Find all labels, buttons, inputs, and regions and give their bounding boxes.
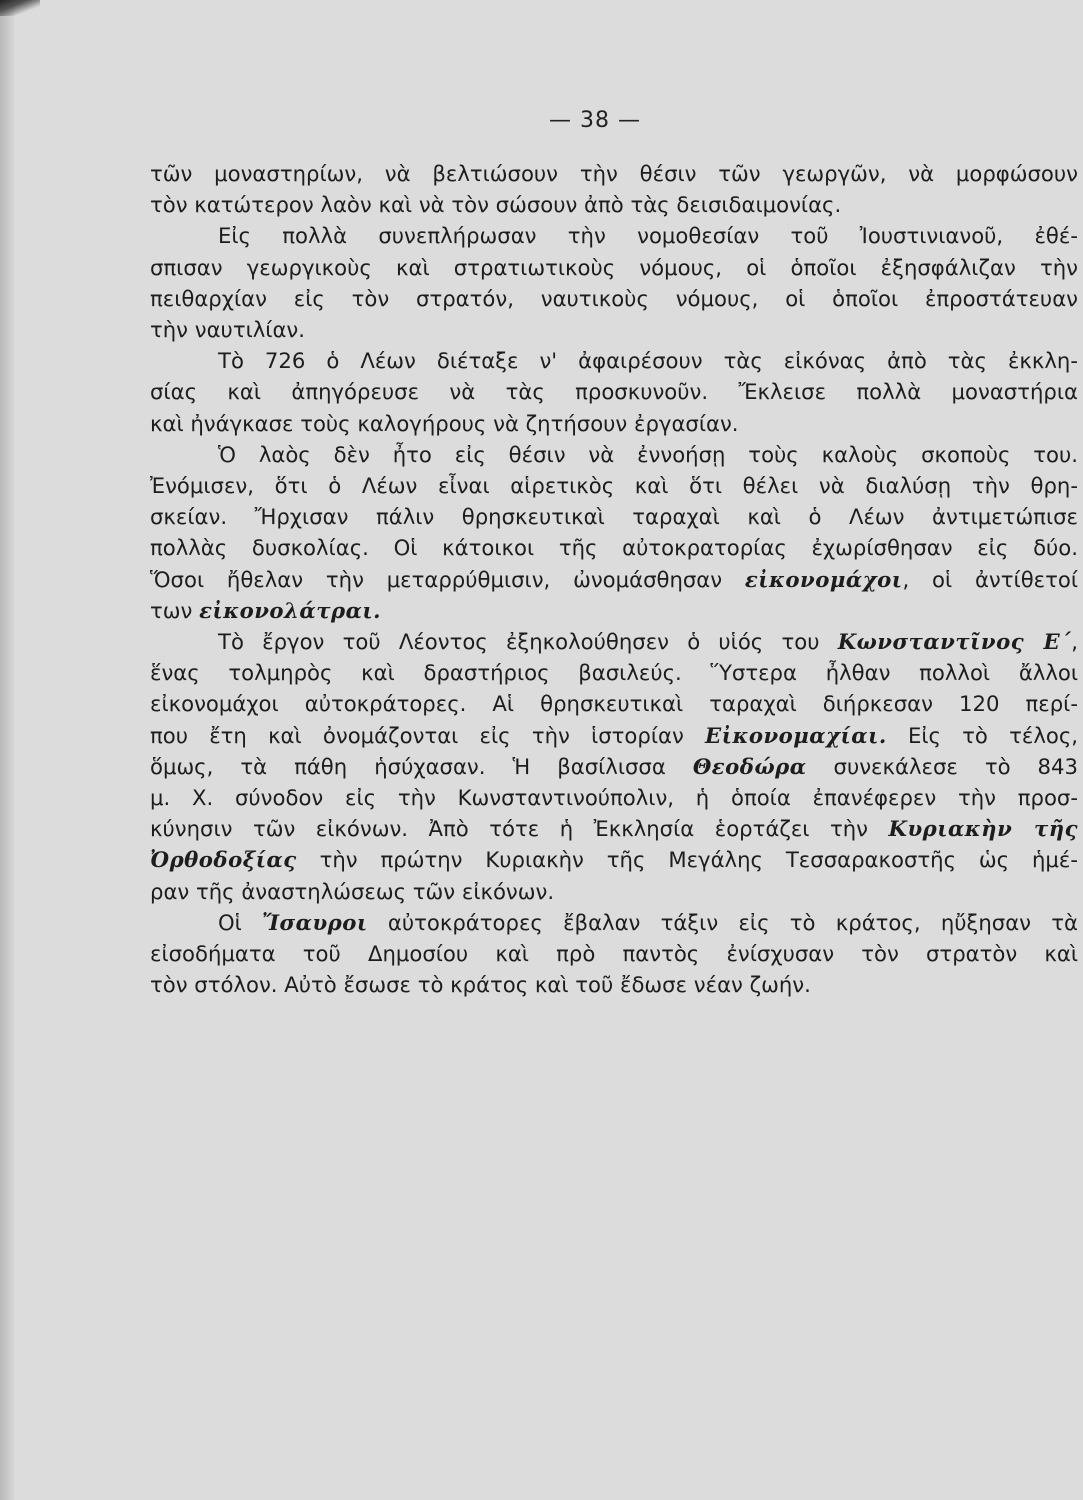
term-konstantinos: Κωνσταντῖνος Ε΄ bbox=[837, 629, 1072, 655]
text-line: μ. Χ. σύνοδον εἰς τὴν Κωνσταντινούπολιν, ἡ ὁποία ἐπανέφερεν τὴν προσ- bbox=[150, 785, 1078, 811]
text-line: σίας καὶ ἀπηγόρευσε νὰ τὰς προσκυνοῦν. Ἔκλεισε πολλὰ μοναστήρια bbox=[150, 379, 1078, 405]
text-line: σκείαν. Ἤρχισαν πάλιν θρησκευτικαὶ ταραχαὶ καὶ ὁ Λέων ἀντιμετώπισε bbox=[150, 504, 1078, 530]
page-edge-shadow bbox=[0, 0, 14, 1500]
text-line: τῶν μοναστηρίων, νὰ βελτιώσουν τὴν θέσιν τῶν γεωργῶν, νὰ μορφώσουν bbox=[150, 161, 1078, 186]
term-eikonomachoi: εἰκονομάχοι bbox=[744, 566, 903, 592]
term-kyriake: Κυριακὴν τῆς bbox=[888, 816, 1078, 842]
text-line: Ἐνόμισεν, ὅτι ὁ Λέων εἶναι αἱρετικὸς καὶ ὅτι θέλει νὰ διαλύσῃ τὴν θρη- bbox=[150, 473, 1078, 499]
text-run: Ὅσοι ἤθελαν τὴν μεταρρύθμισιν, ὠνομάσθησαν bbox=[150, 566, 745, 592]
text-line bbox=[150, 595, 1078, 626]
text-run: των bbox=[150, 597, 200, 623]
text-line: σπισαν γεωργικοὺς καὶ στρατιωτικοὺς νόμους, οἱ ὁποῖοι ἐξησφάλιζαν τὴν bbox=[150, 254, 1078, 280]
text-line bbox=[150, 720, 1078, 751]
term-theodora: Θεοδώρα bbox=[692, 753, 807, 779]
text-run: ὅμως, τὰ πάθη ἡσύχασαν. Ἡ βασίλισσα bbox=[150, 753, 693, 779]
page-number: — 38 — bbox=[549, 108, 641, 133]
text-line bbox=[150, 907, 1078, 938]
text-line: Τὸ 726 ὁ Λέων διέταξε ν' ἀφαιρέσουν τὰς εἰκόνας ἀπὸ τὰς ἐκκλη- bbox=[218, 348, 1078, 374]
term-isauroi: Ἴσαυροι bbox=[262, 909, 368, 935]
text-run: συνεκάλεσε τὸ 843 bbox=[806, 753, 1078, 779]
term-eikonomachiai: Εἰκονομαχίαι. bbox=[705, 722, 887, 748]
text-line: εἰσοδήματα τοῦ Δημοσίου καὶ πρὸ παντὸς ἐνίσχυσαν τὸν στρατὸν καὶ bbox=[150, 941, 1078, 967]
text-line: τὸν στόλον. Αὐτὸ ἔσωσε τὸ κράτος καὶ τοῦ ἔδωσε νέαν ζωήν. bbox=[150, 972, 811, 998]
text-line: τὸν κατώτερον λαὸν καὶ νὰ τὸν σώσουν ἀπὸ τὰς δεισιδαιμονίας. bbox=[150, 192, 842, 218]
text-line bbox=[150, 751, 1078, 782]
text-line: ραν τῆς ἀναστηλώσεως τῶν εἰκόνων. bbox=[150, 878, 555, 904]
term-eikonolatrai: εἰκονολάτραι. bbox=[199, 597, 381, 623]
text-line: Εἰς πολλὰ συνεπλήρωσαν τὴν νομοθεσίαν τοῦ Ἰουστινιανοῦ, ἐθέ- bbox=[218, 223, 1078, 249]
text-line bbox=[150, 844, 1078, 875]
text-run: αὐτοκράτορες ἔβαλαν τάξιν εἰς τὸ κράτος, ηὔξησαν τὰ bbox=[367, 909, 1078, 935]
text-run: τὴν πρώτην Κυριακὴν τῆς Μεγάλης Τεσσαρακοστῆς ὡς ἡμέ- bbox=[296, 847, 1078, 873]
text-run: κύνησιν τῶν εἰκόνων. Ἀπὸ τότε ἡ Ἐκκλησία ἑορτάζει τὴν bbox=[150, 816, 889, 842]
text-line: καὶ ἠνάγκασε τοὺς καλογήρους νὰ ζητήσουν ἐργασίαν. bbox=[150, 410, 739, 436]
text-run: Οἱ bbox=[218, 909, 263, 935]
page-corner-mark bbox=[0, 0, 40, 16]
term-orthodoxias: Ὀρθοδοξίας bbox=[150, 847, 297, 873]
text-line: πειθαρχίαν εἰς τὸν στρατόν, ναυτικοὺς νόμους, οἱ ὁποῖοι ἐπροστάτευαν bbox=[150, 285, 1078, 311]
text-line bbox=[150, 626, 1078, 657]
text-line: Ὁ λαὸς δὲν ἦτο εἰς θέσιν νὰ ἐννοήσῃ τοὺς καλοὺς σκοποὺς του. bbox=[218, 441, 1078, 467]
body-text bbox=[150, 158, 1078, 1000]
text-run: Τὸ ἔργον τοῦ Λέοντος ἐξηκολούθησεν ὁ υἱός του bbox=[218, 629, 838, 655]
text-run: , bbox=[1071, 629, 1078, 655]
text-line: τὴν ναυτιλίαν. bbox=[150, 317, 305, 343]
text-line: ἕνας τολμηρὸς καὶ δραστήριος βασιλεύς. Ὕστερα ἦλθαν πολλοὶ ἄλλοι bbox=[150, 660, 1078, 686]
text-line bbox=[150, 564, 1078, 595]
text-line bbox=[150, 813, 1078, 844]
text-line: εἰκονομάχοι αὐτοκράτορες. Αἱ θρησκευτικαὶ ταραχαὶ διήρκεσαν 120 περί- bbox=[150, 691, 1078, 717]
text-run: , οἱ ἀντίθετοί bbox=[902, 566, 1078, 592]
text-run: που ἔτη καὶ ὀνομάζονται εἰς τὴν ἱστορίαν bbox=[150, 722, 706, 748]
text-run: Εἰς τὸ τέλος, bbox=[886, 722, 1078, 748]
text-line: πολλὰς δυσκολίας. Οἱ κάτοικοι τῆς αὐτοκρατορίας ἐχωρίσθησαν εἰς δύο. bbox=[150, 535, 1078, 561]
